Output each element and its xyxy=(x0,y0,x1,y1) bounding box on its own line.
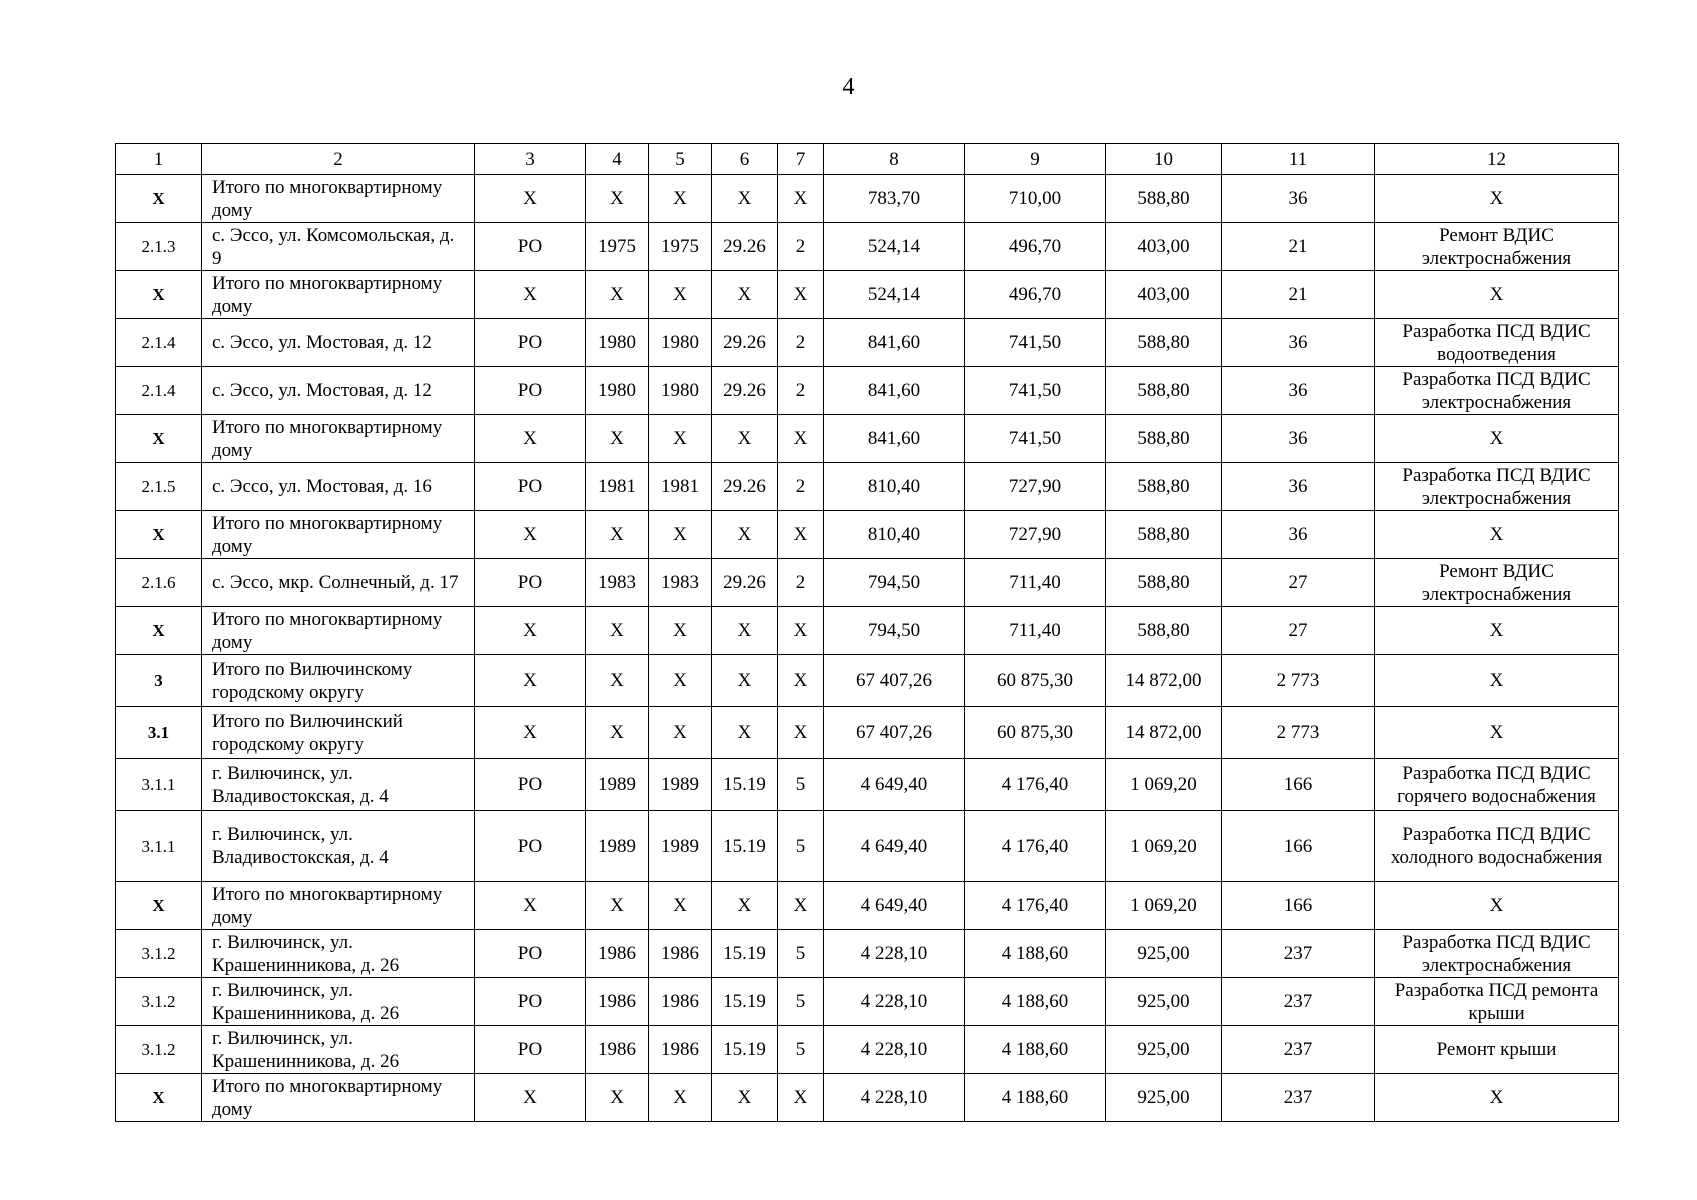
work-type-cell: Х xyxy=(1375,271,1619,319)
row-number-cell: 3.1.2 xyxy=(116,1026,202,1074)
header-cell: 11 xyxy=(1222,144,1375,175)
build-year-cell: 1981 xyxy=(586,463,649,511)
row-number-cell: 3.1 xyxy=(116,707,202,759)
work-type-cell: Х xyxy=(1375,882,1619,930)
commission-year-cell: 1989 xyxy=(649,759,712,811)
residents-cell: 36 xyxy=(1222,367,1375,415)
table-total-row xyxy=(116,707,1619,759)
commission-year-cell: Х xyxy=(649,707,712,759)
floors-cell: Х xyxy=(778,271,824,319)
residents-cell: 2 773 xyxy=(1222,655,1375,707)
address-cell: Итого по многоквартирному дому xyxy=(202,415,475,463)
code-cell: 29.26 xyxy=(712,367,778,415)
residents-cell: 237 xyxy=(1222,1074,1375,1122)
living-area-cell: 741,50 xyxy=(965,319,1106,367)
row-number-cell: 2.1.6 xyxy=(116,559,202,607)
table-body xyxy=(116,144,1619,1122)
address-cell: г. Вилючинск, ул. Крашенинникова, д. 26 xyxy=(202,930,475,978)
work-type-cell: Разработка ПСД ВДИС холодного водоснабжения xyxy=(1375,811,1619,882)
work-type-cell: Разработка ПСД ВДИС водоотведения xyxy=(1375,319,1619,367)
address-cell: Итого по Вилючинскому городскому округу xyxy=(202,655,475,707)
build-year-cell: Х xyxy=(586,607,649,655)
address-cell: Итого по многоквартирному дому xyxy=(202,882,475,930)
row-number-cell: Х xyxy=(116,271,202,319)
floors-cell: Х xyxy=(778,707,824,759)
build-year-cell: Х xyxy=(586,415,649,463)
living-area-cell: 741,50 xyxy=(965,415,1106,463)
row-number-cell: 3.1.1 xyxy=(116,759,202,811)
header-cell: 1 xyxy=(116,144,202,175)
table-row xyxy=(116,759,1619,811)
code-cell: Х xyxy=(712,415,778,463)
table-row xyxy=(116,978,1619,1026)
residents-cell: 237 xyxy=(1222,1026,1375,1074)
header-cell: 10 xyxy=(1106,144,1222,175)
row-number-cell: Х xyxy=(116,415,202,463)
commission-year-cell: 1975 xyxy=(649,223,712,271)
header-cell: 8 xyxy=(824,144,965,175)
total-area-cell: 67 407,26 xyxy=(824,707,965,759)
work-type-cell: Разработка ПСД ВДИС электроснабжения xyxy=(1375,367,1619,415)
address-cell: Итого по многоквартирному дому xyxy=(202,271,475,319)
floors-cell: Х xyxy=(778,655,824,707)
type-cell: Х xyxy=(475,882,586,930)
address-cell: Итого по многоквартирному дому xyxy=(202,175,475,223)
type-cell: Х xyxy=(475,607,586,655)
build-year-cell: Х xyxy=(586,271,649,319)
address-cell: г. Вилючинск, ул. Владивостокская, д. 4 xyxy=(202,811,475,882)
type-cell: РО xyxy=(475,319,586,367)
header-cell: 3 xyxy=(475,144,586,175)
code-cell: 15.19 xyxy=(712,1026,778,1074)
common-area-cell: 14 872,00 xyxy=(1106,655,1222,707)
work-type-cell: Разработка ПСД ВДИС горячего водоснабжения xyxy=(1375,759,1619,811)
address-cell: г. Вилючинск, ул. Крашенинникова, д. 26 xyxy=(202,978,475,1026)
floors-cell: Х xyxy=(778,415,824,463)
floors-cell: 5 xyxy=(778,1026,824,1074)
address-cell: с. Эссо, ул. Мостовая, д. 12 xyxy=(202,319,475,367)
type-cell: Х xyxy=(475,707,586,759)
floors-cell: Х xyxy=(778,1074,824,1122)
residents-cell: 166 xyxy=(1222,882,1375,930)
work-type-cell: Ремонт ВДИС электроснабжения xyxy=(1375,559,1619,607)
living-area-cell: 727,90 xyxy=(965,463,1106,511)
build-year-cell: Х xyxy=(586,882,649,930)
total-area-cell: 4 649,40 xyxy=(824,882,965,930)
work-type-cell: Х xyxy=(1375,415,1619,463)
floors-cell: 2 xyxy=(778,319,824,367)
commission-year-cell: Х xyxy=(649,415,712,463)
commission-year-cell: 1980 xyxy=(649,367,712,415)
table-total-row xyxy=(116,607,1619,655)
total-area-cell: 524,14 xyxy=(824,223,965,271)
floors-cell: 5 xyxy=(778,811,824,882)
address-cell: г. Вилючинск, ул. Крашенинникова, д. 26 xyxy=(202,1026,475,1074)
row-number-cell: 2.1.4 xyxy=(116,367,202,415)
build-year-cell: Х xyxy=(586,175,649,223)
commission-year-cell: Х xyxy=(649,271,712,319)
commission-year-cell: 1989 xyxy=(649,811,712,882)
floors-cell: Х xyxy=(778,882,824,930)
residents-cell: 166 xyxy=(1222,811,1375,882)
code-cell: Х xyxy=(712,511,778,559)
type-cell: РО xyxy=(475,1026,586,1074)
residents-cell: 237 xyxy=(1222,978,1375,1026)
build-year-cell: 1986 xyxy=(586,978,649,1026)
residents-cell: 237 xyxy=(1222,930,1375,978)
row-number-cell: 3 xyxy=(116,655,202,707)
type-cell: РО xyxy=(475,367,586,415)
commission-year-cell: Х xyxy=(649,882,712,930)
type-cell: Х xyxy=(475,511,586,559)
type-cell: РО xyxy=(475,930,586,978)
type-cell: РО xyxy=(475,978,586,1026)
table-total-row xyxy=(116,655,1619,707)
type-cell: РО xyxy=(475,559,586,607)
build-year-cell: 1989 xyxy=(586,759,649,811)
code-cell: 15.19 xyxy=(712,759,778,811)
header-cell: 2 xyxy=(202,144,475,175)
total-area-cell: 4 228,10 xyxy=(824,1074,965,1122)
code-cell: 15.19 xyxy=(712,811,778,882)
row-number-cell: Х xyxy=(116,1074,202,1122)
row-number-cell: 2.1.3 xyxy=(116,223,202,271)
total-area-cell: 810,40 xyxy=(824,511,965,559)
living-area-cell: 4 176,40 xyxy=(965,759,1106,811)
type-cell: РО xyxy=(475,463,586,511)
common-area-cell: 1 069,20 xyxy=(1106,811,1222,882)
row-number-cell: 2.1.5 xyxy=(116,463,202,511)
build-year-cell: 1983 xyxy=(586,559,649,607)
work-type-cell: Х xyxy=(1375,511,1619,559)
residents-cell: 36 xyxy=(1222,511,1375,559)
address-cell: с. Эссо, ул. Мостовая, д. 16 xyxy=(202,463,475,511)
residents-cell: 21 xyxy=(1222,223,1375,271)
living-area-cell: 710,00 xyxy=(965,175,1106,223)
header-cell: 7 xyxy=(778,144,824,175)
table-row xyxy=(116,930,1619,978)
work-type-cell: Разработка ПСД ремонта крыши xyxy=(1375,978,1619,1026)
common-area-cell: 588,80 xyxy=(1106,415,1222,463)
common-area-cell: 925,00 xyxy=(1106,978,1222,1026)
type-cell: РО xyxy=(475,223,586,271)
build-year-cell: Х xyxy=(586,707,649,759)
work-type-cell: Разработка ПСД ВДИС электроснабжения xyxy=(1375,463,1619,511)
address-cell: Итого по многоквартирному дому xyxy=(202,607,475,655)
total-area-cell: 841,60 xyxy=(824,319,965,367)
living-area-cell: 4 188,60 xyxy=(965,978,1106,1026)
table-total-row xyxy=(116,175,1619,223)
commission-year-cell: Х xyxy=(649,607,712,655)
code-cell: Х xyxy=(712,882,778,930)
address-cell: Итого по многоквартирному дому xyxy=(202,1074,475,1122)
living-area-cell: 711,40 xyxy=(965,559,1106,607)
address-cell: Итого по Вилючинский городскому округу xyxy=(202,707,475,759)
code-cell: Х xyxy=(712,175,778,223)
residents-cell: 36 xyxy=(1222,463,1375,511)
code-cell: 15.19 xyxy=(712,930,778,978)
floors-cell: 5 xyxy=(778,930,824,978)
floors-cell: Х xyxy=(778,607,824,655)
commission-year-cell: 1983 xyxy=(649,559,712,607)
work-type-cell: Разработка ПСД ВДИС электроснабжения xyxy=(1375,930,1619,978)
row-number-cell: 3.1.2 xyxy=(116,930,202,978)
common-area-cell: 403,00 xyxy=(1106,271,1222,319)
work-type-cell: Х xyxy=(1375,707,1619,759)
address-cell: Итого по многоквартирному дому xyxy=(202,511,475,559)
code-cell: Х xyxy=(712,655,778,707)
build-year-cell: 1986 xyxy=(586,930,649,978)
living-area-cell: 60 875,30 xyxy=(965,655,1106,707)
row-number-cell: Х xyxy=(116,175,202,223)
residents-cell: 21 xyxy=(1222,271,1375,319)
common-area-cell: 588,80 xyxy=(1106,175,1222,223)
total-area-cell: 4 649,40 xyxy=(824,811,965,882)
work-type-cell: Х xyxy=(1375,655,1619,707)
header-cell: 6 xyxy=(712,144,778,175)
common-area-cell: 588,80 xyxy=(1106,319,1222,367)
common-area-cell: 1 069,20 xyxy=(1106,759,1222,811)
page-number: 4 xyxy=(842,74,855,100)
commission-year-cell: 1980 xyxy=(649,319,712,367)
living-area-cell: 496,70 xyxy=(965,271,1106,319)
living-area-cell: 496,70 xyxy=(965,223,1106,271)
address-cell: с. Эссо, ул. Комсомольская, д. 9 xyxy=(202,223,475,271)
code-cell: Х xyxy=(712,607,778,655)
row-number-cell: 3.1.1 xyxy=(116,811,202,882)
common-area-cell: 1 069,20 xyxy=(1106,882,1222,930)
table-row xyxy=(116,559,1619,607)
table-row xyxy=(116,367,1619,415)
commission-year-cell: 1981 xyxy=(649,463,712,511)
living-area-cell: 4 188,60 xyxy=(965,930,1106,978)
build-year-cell: Х xyxy=(586,511,649,559)
total-area-cell: 4 228,10 xyxy=(824,978,965,1026)
commission-year-cell: 1986 xyxy=(649,978,712,1026)
build-year-cell: 1980 xyxy=(586,319,649,367)
type-cell: Х xyxy=(475,175,586,223)
total-area-cell: 4 228,10 xyxy=(824,1026,965,1074)
floors-cell: 2 xyxy=(778,223,824,271)
living-area-cell: 60 875,30 xyxy=(965,707,1106,759)
row-number-cell: Х xyxy=(116,607,202,655)
table-row xyxy=(116,811,1619,882)
residents-cell: 166 xyxy=(1222,759,1375,811)
residents-cell: 36 xyxy=(1222,175,1375,223)
build-year-cell: Х xyxy=(586,655,649,707)
residents-cell: 2 773 xyxy=(1222,707,1375,759)
header-cell: 5 xyxy=(649,144,712,175)
common-area-cell: 588,80 xyxy=(1106,607,1222,655)
floors-cell: Х xyxy=(778,511,824,559)
common-area-cell: 588,80 xyxy=(1106,559,1222,607)
floors-cell: Х xyxy=(778,175,824,223)
build-year-cell: Х xyxy=(586,1074,649,1122)
residents-cell: 36 xyxy=(1222,319,1375,367)
build-year-cell: 1980 xyxy=(586,367,649,415)
address-cell: с. Эссо, ул. Мостовая, д. 12 xyxy=(202,367,475,415)
total-area-cell: 794,50 xyxy=(824,607,965,655)
type-cell: Х xyxy=(475,271,586,319)
row-number-cell: 2.1.4 xyxy=(116,319,202,367)
code-cell: 29.26 xyxy=(712,319,778,367)
code-cell: Х xyxy=(712,271,778,319)
capital-repair-table xyxy=(115,143,1619,1122)
type-cell: Х xyxy=(475,1074,586,1122)
common-area-cell: 14 872,00 xyxy=(1106,707,1222,759)
living-area-cell: 4 176,40 xyxy=(965,811,1106,882)
total-area-cell: 783,70 xyxy=(824,175,965,223)
living-area-cell: 741,50 xyxy=(965,367,1106,415)
common-area-cell: 403,00 xyxy=(1106,223,1222,271)
table-row xyxy=(116,463,1619,511)
floors-cell: 2 xyxy=(778,367,824,415)
common-area-cell: 925,00 xyxy=(1106,1026,1222,1074)
row-number-cell: 3.1.2 xyxy=(116,978,202,1026)
commission-year-cell: 1986 xyxy=(649,1026,712,1074)
header-cell: 4 xyxy=(586,144,649,175)
build-year-cell: 1986 xyxy=(586,1026,649,1074)
commission-year-cell: Х xyxy=(649,655,712,707)
table-row xyxy=(116,1026,1619,1074)
common-area-cell: 588,80 xyxy=(1106,511,1222,559)
total-area-cell: 67 407,26 xyxy=(824,655,965,707)
header-cell: 9 xyxy=(965,144,1106,175)
address-cell: с. Эссо, мкр. Солнечный, д. 17 xyxy=(202,559,475,607)
code-cell: 29.26 xyxy=(712,223,778,271)
header-cell: 12 xyxy=(1375,144,1619,175)
floors-cell: 2 xyxy=(778,559,824,607)
residents-cell: 36 xyxy=(1222,415,1375,463)
build-year-cell: 1989 xyxy=(586,811,649,882)
total-area-cell: 4 649,40 xyxy=(824,759,965,811)
work-type-cell: Х xyxy=(1375,175,1619,223)
common-area-cell: 925,00 xyxy=(1106,1074,1222,1122)
table-total-row xyxy=(116,415,1619,463)
row-number-cell: Х xyxy=(116,882,202,930)
common-area-cell: 588,80 xyxy=(1106,463,1222,511)
commission-year-cell: Х xyxy=(649,511,712,559)
code-cell: 15.19 xyxy=(712,978,778,1026)
code-cell: 29.26 xyxy=(712,559,778,607)
type-cell: РО xyxy=(475,759,586,811)
total-area-cell: 794,50 xyxy=(824,559,965,607)
commission-year-cell: Х xyxy=(649,175,712,223)
total-area-cell: 841,60 xyxy=(824,415,965,463)
work-type-cell: Х xyxy=(1375,607,1619,655)
living-area-cell: 727,90 xyxy=(965,511,1106,559)
table-total-row xyxy=(116,271,1619,319)
header-row xyxy=(116,144,1619,175)
commission-year-cell: 1986 xyxy=(649,930,712,978)
table-total-row xyxy=(116,1074,1619,1122)
commission-year-cell: Х xyxy=(649,1074,712,1122)
living-area-cell: 4 176,40 xyxy=(965,882,1106,930)
floors-cell: 2 xyxy=(778,463,824,511)
code-cell: 29.26 xyxy=(712,463,778,511)
residents-cell: 27 xyxy=(1222,607,1375,655)
work-type-cell: Ремонт крыши xyxy=(1375,1026,1619,1074)
type-cell: РО xyxy=(475,811,586,882)
work-type-cell: Х xyxy=(1375,1074,1619,1122)
build-year-cell: 1975 xyxy=(586,223,649,271)
work-type-cell: Ремонт ВДИС электроснабжения xyxy=(1375,223,1619,271)
code-cell: Х xyxy=(712,707,778,759)
total-area-cell: 810,40 xyxy=(824,463,965,511)
total-area-cell: 4 228,10 xyxy=(824,930,965,978)
floors-cell: 5 xyxy=(778,759,824,811)
type-cell: Х xyxy=(475,655,586,707)
common-area-cell: 925,00 xyxy=(1106,930,1222,978)
table-row xyxy=(116,319,1619,367)
common-area-cell: 588,80 xyxy=(1106,367,1222,415)
table-total-row xyxy=(116,511,1619,559)
type-cell: Х xyxy=(475,415,586,463)
living-area-cell: 711,40 xyxy=(965,607,1106,655)
code-cell: Х xyxy=(712,1074,778,1122)
total-area-cell: 524,14 xyxy=(824,271,965,319)
row-number-cell: Х xyxy=(116,511,202,559)
floors-cell: 5 xyxy=(778,978,824,1026)
living-area-cell: 4 188,60 xyxy=(965,1026,1106,1074)
residents-cell: 27 xyxy=(1222,559,1375,607)
address-cell: г. Вилючинск, ул. Владивостокская, д. 4 xyxy=(202,759,475,811)
table-row xyxy=(116,223,1619,271)
table-total-row xyxy=(116,882,1619,930)
living-area-cell: 4 188,60 xyxy=(965,1074,1106,1122)
total-area-cell: 841,60 xyxy=(824,367,965,415)
